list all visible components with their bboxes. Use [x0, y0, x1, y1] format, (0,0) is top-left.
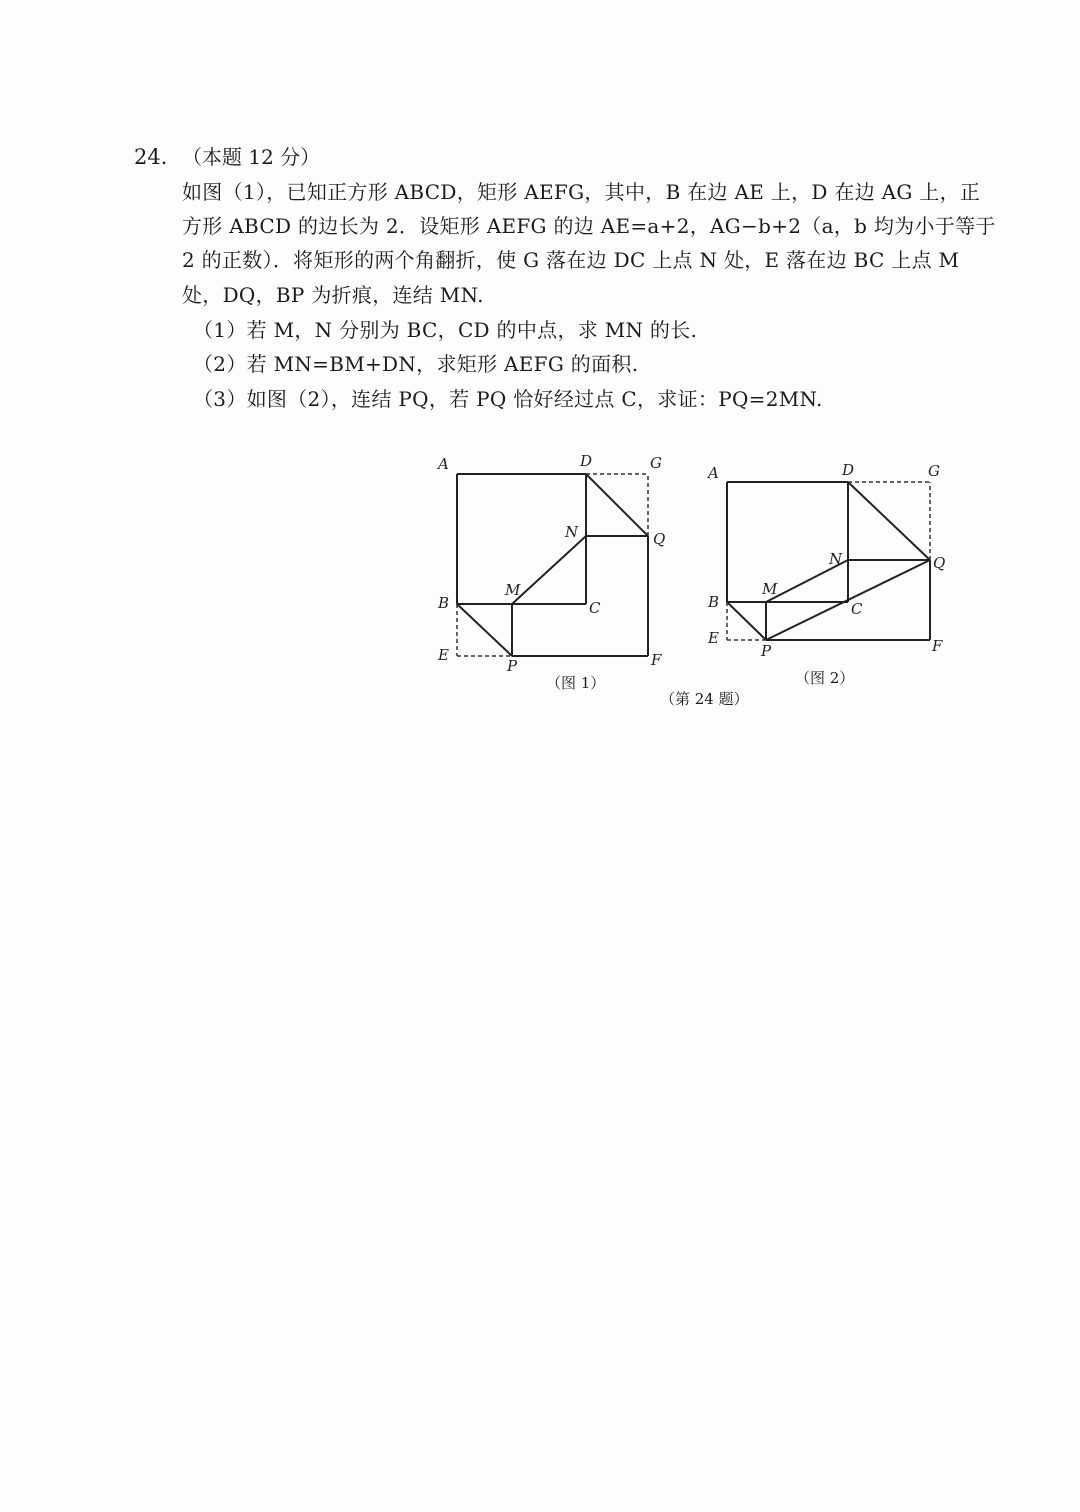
fig2-fold-DQ	[848, 482, 930, 560]
fig2-label-B: B	[708, 593, 720, 611]
intro-line-1: 如图（1），已知正方形 ABCD，矩形 AEFG，其中，B 在边 AE 上，D 在边 AG 上，正	[182, 180, 981, 204]
fig1-label-B: B	[438, 594, 450, 612]
fig2-label-N: N	[829, 550, 843, 568]
fig2-label-Q: Q	[933, 554, 946, 572]
intro-line-3: 2 的正数）．将矩形的两个角翻折，使 G 落在边 DC 上点 N 处，E 落在边 BC 上点 M	[182, 248, 960, 272]
fig2-label-G: G	[928, 462, 940, 480]
fig1-label-N: N	[565, 523, 579, 541]
intro-line-2: 方形 ABCD 的边长为 2．设矩形 AEFG 的边 AE=a+2，AG−b+2（a，b 均为小于等于	[182, 214, 996, 238]
fig1-label-F: F	[651, 651, 662, 669]
fig2-label-C: C	[851, 600, 863, 618]
fig2-label-E: E	[708, 629, 719, 647]
part-3: （3）如图（2），连结 PQ，若 PQ 恰好经过点 C，求证：PQ=2MN.	[193, 387, 823, 411]
question-score: （本题 12 分）	[182, 145, 321, 169]
fig2-fold-BP	[727, 602, 766, 640]
figure-1-caption: （图 1）	[546, 674, 606, 692]
fig2-label-A: A	[708, 464, 719, 482]
intro-line-4: 处，DQ，BP 为折痕，连结 MN.	[182, 283, 484, 307]
part-1: （1）若 M，N 分别为 BC，CD 的中点，求 MN 的长.	[193, 318, 698, 342]
figure-2-caption: （图 2）	[795, 669, 855, 687]
fig2-label-M: M	[762, 580, 778, 598]
fig1-label-C: C	[589, 599, 601, 617]
fig2-label-D: D	[842, 461, 855, 479]
fig1-label-P: P	[507, 657, 518, 675]
fig2-label-F: F	[932, 637, 943, 655]
question-number: 24.	[134, 145, 168, 169]
fig1-label-D: D	[580, 452, 593, 470]
fig1-label-Q: Q	[653, 530, 666, 548]
fig1-label-M: M	[505, 581, 521, 599]
fig2-label-P: P	[761, 642, 772, 660]
fig1-label-A: A	[438, 455, 449, 473]
fig1-label-E: E	[438, 646, 449, 664]
figure-group-caption: （第 24 题）	[660, 690, 749, 708]
part-2: （2）若 MN=BM+DN，求矩形 AEFG 的面积.	[193, 352, 639, 376]
fig1-label-G: G	[650, 454, 662, 472]
